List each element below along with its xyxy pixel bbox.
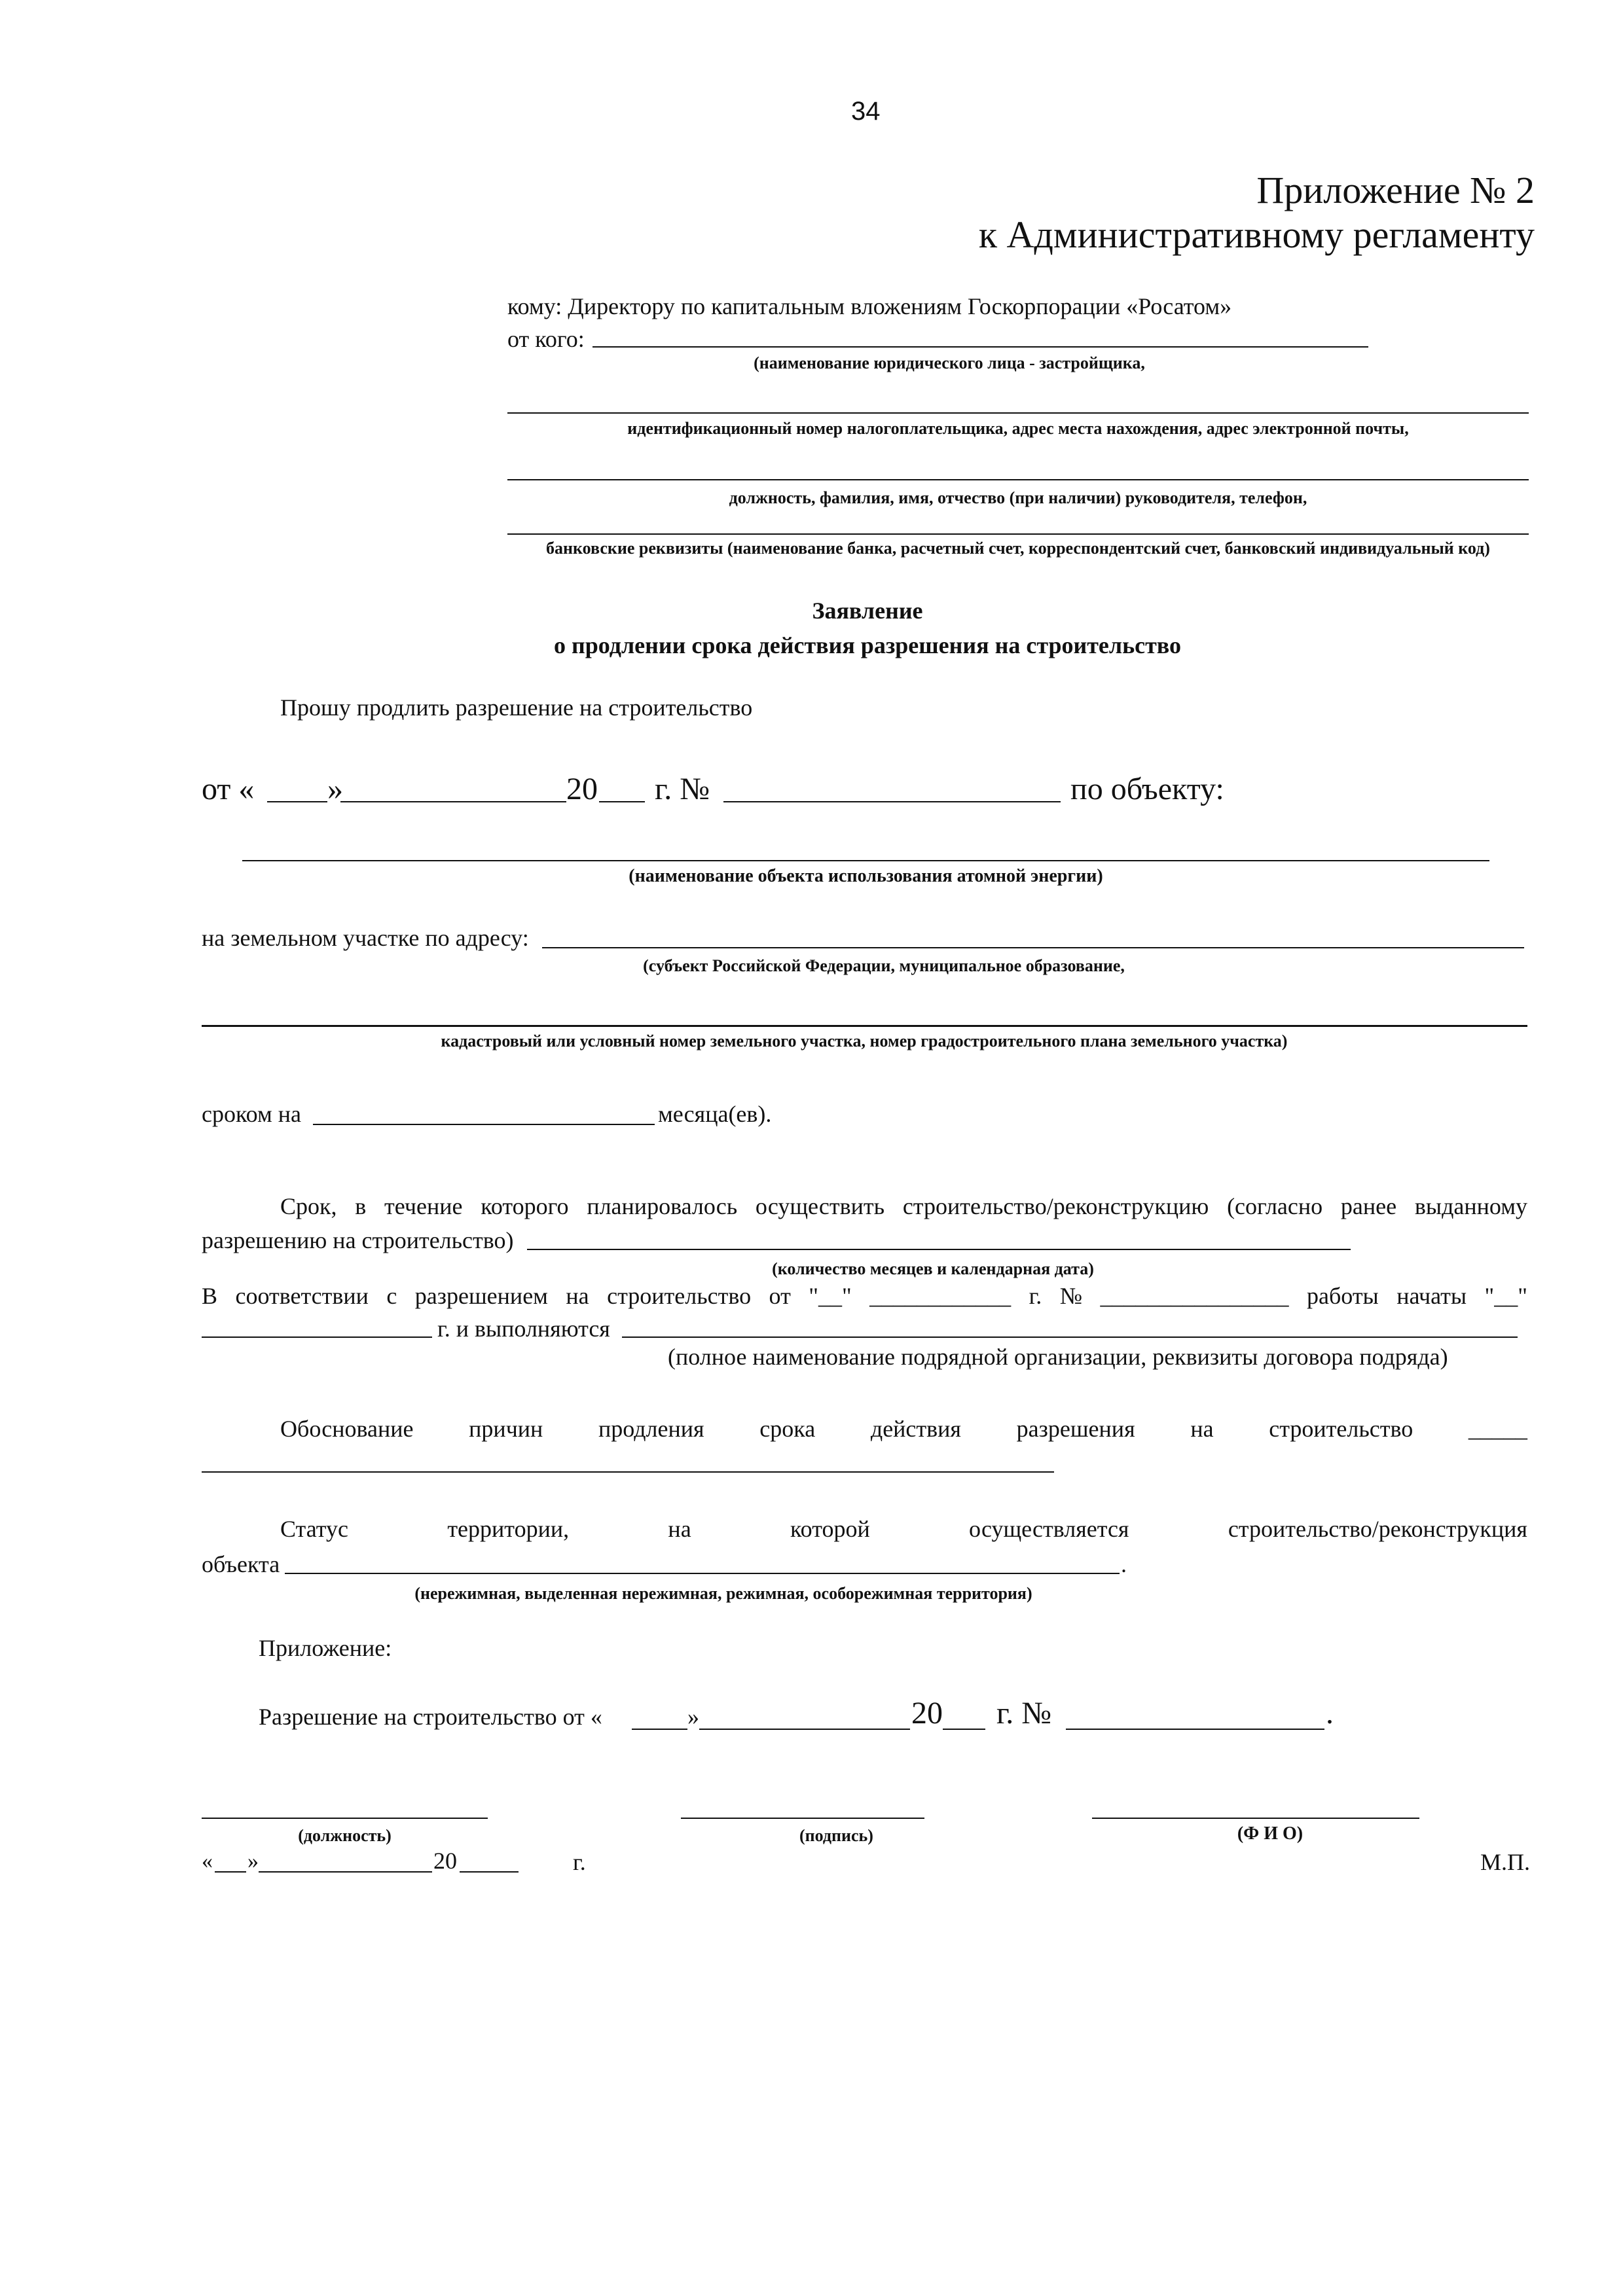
land-hint-1: (субъект Российской Федерации, муниципальное образование, [643,956,1125,975]
accordance-word: ________________ [1100,1283,1289,1309]
reasons-word: _____ [1468,1416,1527,1442]
status-word: территории, [447,1516,570,1542]
reasons-word: разрешения [1016,1416,1135,1442]
planned-word: течение [384,1193,463,1219]
addressee-hint-1: (наименование юридического лица - застройщика, [754,353,1145,372]
land-address-field[interactable] [542,947,1524,948]
status-word: осуществляется [969,1516,1129,1542]
reasons-word: продления [598,1416,704,1442]
status-word: которой [790,1516,870,1542]
planned-word: Срок, [280,1193,337,1219]
permit-number-field[interactable] [723,801,1061,802]
land-cadastral-field[interactable] [202,1025,1527,1027]
status-word: строительство/реконструкция [1228,1516,1527,1542]
addressee-hint-4: банковские реквизиты (наименование банка, расчетный счет, корреспондентский счет, банковский индивидуальный код) [546,539,1490,558]
accordance-word: разрешением [414,1283,548,1309]
reasons-word: Обоснование [280,1416,414,1442]
attachment-label: Приложение: [259,1635,392,1661]
attachment-month-field[interactable] [699,1729,910,1730]
planned-term-line-2: разрешению на строительство) [202,1227,514,1253]
addressee-field-line-2[interactable] [507,412,1529,414]
addressee-hint-2: идентификационный номер налогоплательщика, адрес места нахождения, адрес электронной почты, [627,419,1409,438]
contractor-field[interactable] [622,1336,1518,1338]
contractor-hint: (полное наименование подрядной организации, реквизиты договора подряда) [668,1344,1448,1370]
attachment-number-field[interactable] [1066,1729,1324,1730]
reasons-word: срока [759,1416,816,1442]
position-field[interactable] [202,1818,488,1819]
signature-field[interactable] [681,1818,924,1819]
addressee-from-label: от кого: [507,326,585,352]
date-month-field[interactable] [259,1871,432,1873]
term-field[interactable] [313,1124,655,1125]
land-hint-2: кадастровый или условный номер земельного участка, номер градостроительного плана земельного участка) [441,1031,1288,1050]
planned-word: строительство/реконструкцию [902,1193,1209,1219]
stamp-place: М.П. [1480,1849,1530,1875]
status-field[interactable] [285,1573,1120,1574]
date-day-field[interactable] [215,1871,246,1873]
annex-title: Приложение № 2 [1256,169,1535,211]
accordance-word: "__" [1484,1283,1527,1309]
planned-word: (согласно [1227,1193,1323,1219]
permit-year-field[interactable] [599,801,645,802]
accordance-line-2: г. и выполняются [437,1316,610,1342]
accordance-word: В [202,1283,218,1309]
accordance-word: "__" [809,1283,852,1309]
date-g: г. [573,1849,586,1875]
term-label: сроком на [202,1101,301,1127]
planned-term-line-1 [280,1194,1527,1218]
reasons-line [280,1417,1527,1441]
permit-day-field[interactable] [267,801,327,802]
attachment-year-prefix: 20 [911,1696,943,1731]
accordance-word: начаты [1396,1283,1467,1309]
planned-word: в [355,1193,367,1219]
date-open: « [202,1849,213,1873]
addressee-field-line-3[interactable] [507,479,1529,480]
status-period: . [1121,1551,1127,1577]
accordance-word: соответствии [235,1283,369,1309]
status-line-1 [280,1517,1527,1541]
planned-term-hint: (количество месяцев и календарная дата) [772,1259,1094,1278]
position-hint: (должность) [298,1826,392,1845]
object-name-field[interactable] [242,860,1489,861]
term-unit: месяца(ев). [658,1101,772,1127]
attachment-quote-close: » [687,1704,699,1730]
status-word: Статус [280,1516,348,1542]
name-field[interactable] [1092,1818,1419,1819]
accordance-word: г. [1029,1283,1042,1309]
object-hint: (наименование объекта использования атомной энергии) [629,866,1103,886]
signature-hint: (подпись) [799,1826,873,1845]
reasons-word: действия [870,1416,961,1442]
attachment-day-field[interactable] [632,1729,687,1730]
accordance-word: на [566,1283,589,1309]
page-number: 34 [851,97,881,126]
permit-year-prefix: 20 [566,772,598,806]
reasons-field[interactable] [202,1471,1054,1473]
reasons-word: причин [469,1416,543,1442]
work-start-date-field[interactable] [202,1336,432,1338]
annex-subtitle: к Административному регламенту [978,213,1535,256]
addressee-hint-3: должность, фамилия, имя, отчество (при наличии) руководителя, телефон, [729,488,1307,507]
permit-month-field[interactable] [340,801,566,802]
accordance-word: № [1059,1283,1083,1309]
reasons-word: строительство [1269,1416,1413,1442]
addressee-field-line-4[interactable] [507,533,1529,535]
attachment-end: . [1326,1696,1334,1731]
addressee-to: кому: Директору по капитальным вложениям Госкорпорации «Росатом» [507,293,1232,319]
name-hint: (Ф И О) [1237,1823,1304,1844]
from-field-line[interactable] [593,346,1368,348]
planned-word: выданному [1414,1193,1527,1219]
accordance-word: ____________ [869,1283,1012,1309]
land-address-label: на земельном участке по адресу: [202,925,529,951]
status-word: на [668,1516,691,1542]
status-line-2: объекта [202,1551,280,1577]
permit-number-label: г. № [655,772,710,806]
accordance-word: с [386,1283,397,1309]
accordance-word: работы [1307,1283,1379,1309]
date-close: » [247,1849,259,1873]
planned-word: ранее [1340,1193,1397,1219]
attachment-text: Разрешение на строительство от « [259,1704,602,1730]
accordance-line-1 [202,1284,1527,1308]
reasons-word: на [1190,1416,1214,1442]
date-year-field[interactable] [460,1871,519,1873]
permit-object-label: по объекту: [1070,772,1224,806]
planned-word: которого [481,1193,569,1219]
date-year-prefix: 20 [433,1848,457,1874]
planned-term-field[interactable] [527,1249,1351,1250]
permit-from-label: от « [202,772,255,806]
permit-quote-close: » [327,772,343,806]
status-hint: (нережимная, выделенная нережимная, режимная, особорежимная территория) [414,1584,1032,1603]
planned-word: осуществить [755,1193,885,1219]
accordance-word: строительство [607,1283,752,1309]
accordance-word: от [769,1283,791,1309]
statement-subheading: о продлении срока действия разрешения на строительство [554,632,1181,658]
attachment-number-label: г. № [996,1696,1052,1731]
statement-heading: Заявление [812,598,923,624]
request-text: Прошу продлить разрешение на строительство [280,694,753,721]
attachment-year-field[interactable] [943,1729,985,1730]
planned-word: планировалось [587,1193,738,1219]
